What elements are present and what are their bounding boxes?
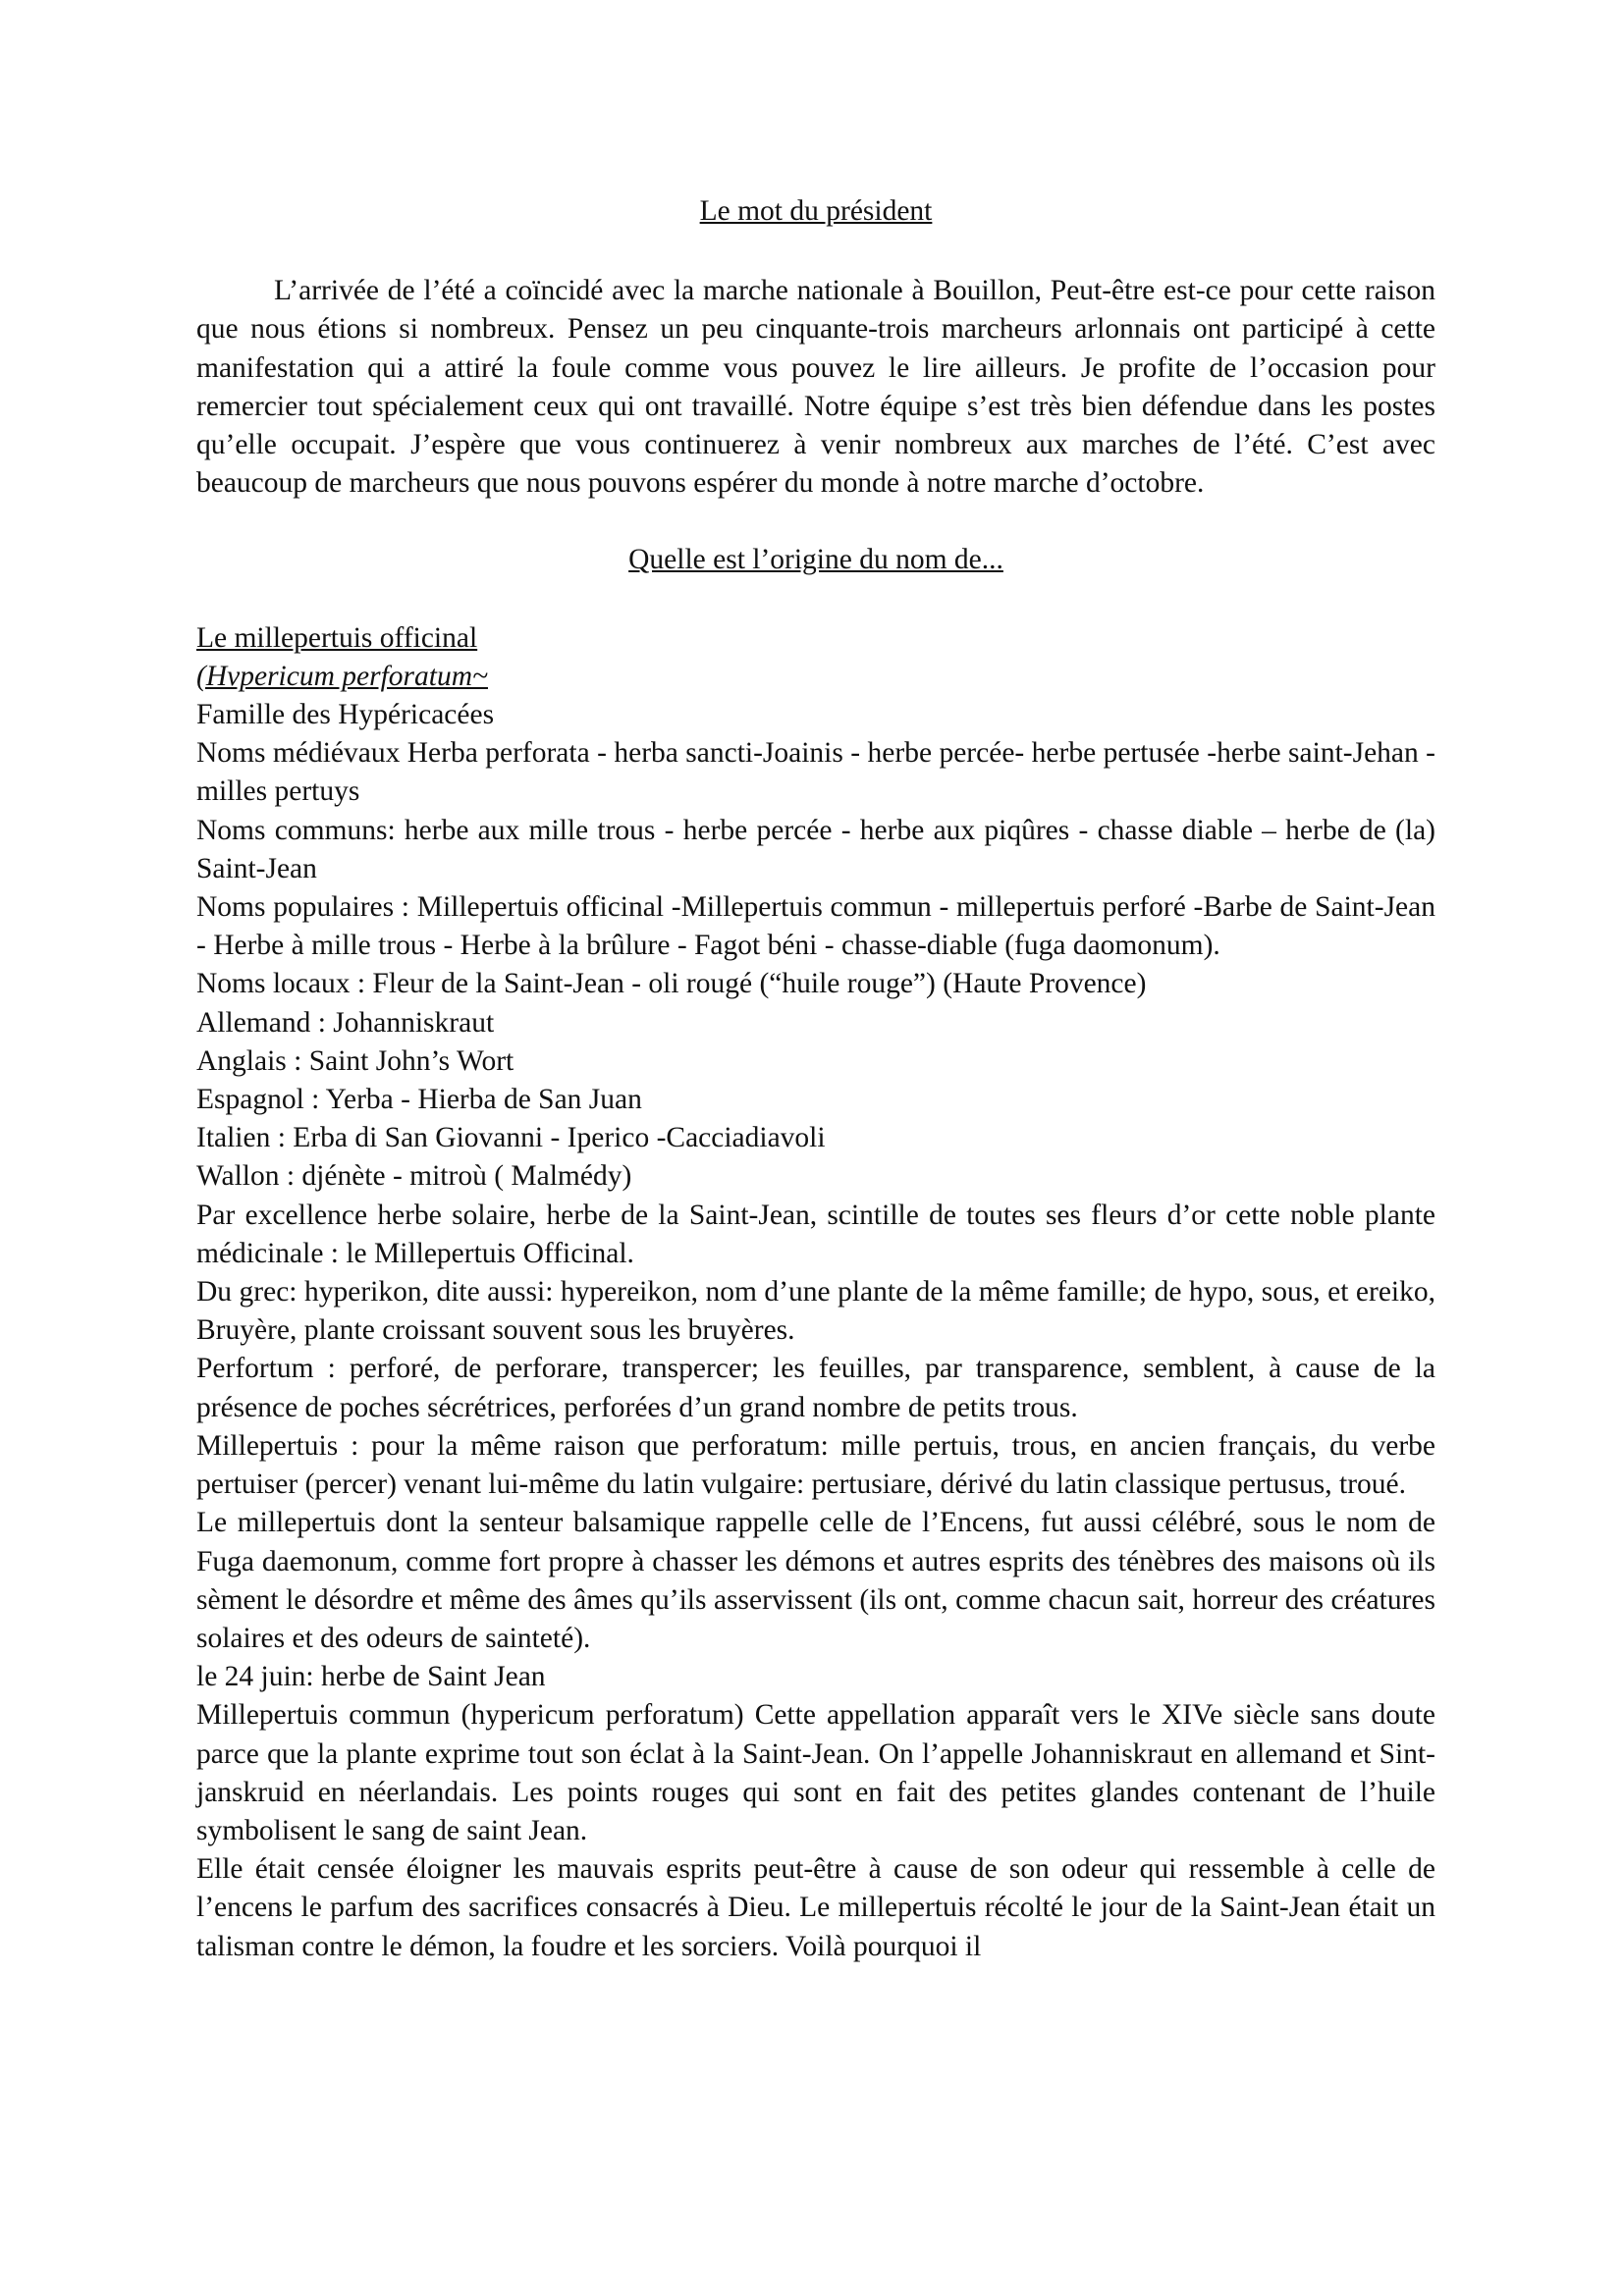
plant-latin-name: (Hvpericum perforatum~ xyxy=(196,660,488,692)
popular-names: Noms populaires : Millepertuis officinal -Millepertuis commun - millepertuis perforé -Barbe de Saint-Jean - Herbe à mille trous - Herbe à la brûlure - Fagot béni - chasse-diable (fuga daomonum). xyxy=(196,891,1435,962)
english-name: Anglais : Saint John’s Wort xyxy=(196,1044,514,1077)
spacer xyxy=(196,503,1435,541)
plant-family: Famille des Hypéricacées xyxy=(196,699,495,731)
president-title: Le mot du président xyxy=(699,195,933,227)
spacer xyxy=(196,231,1435,272)
president-paragraph: L’arrivée de l’été a coïncidé avec la marche nationale à Bouillon, Peut-être est-ce pour cette raison que nous étions si nombreux. Pensez un peu cinquante-trois marcheurs arlonnais ont participé à cette manifestation qui a attiré la foule comme vous pouvez le lire ailleurs. Je profite de l’occasion pour remercier tout spécialement ceux qui ont travaillé. Notre équipe s’est très bien défendue dans les postes qu’elle occupait. J’espère que vous continuerez à venir nombreux aux marches de l’été. C’est avec beaucoup de marcheurs que nous pouvons espérer du monde à notre marche d’octobre. xyxy=(196,275,1435,500)
document-page xyxy=(196,192,1435,1966)
german-name: Allemand : Johanniskraut xyxy=(196,1006,495,1039)
walloon-name: Wallon : djénète - mitroù ( Malmédy) xyxy=(196,1160,632,1193)
esprits-paragraph: Elle était censée éloigner les mauvais esprits peut-être à cause de son odeur qui ressemble à celle de l’encens le parfum des sacrifices consacrés à Dieu. Le millepertuis récolté le jour de la Saint-Jean était un talisman contre le démon, la foudre et les sorciers. Voilà pourquoi il xyxy=(196,1853,1435,1962)
spanish-name: Espagnol : Yerba - Hierba de San Juan xyxy=(196,1084,642,1116)
encens-paragraph: Le millepertuis dont la senteur balsamique rappelle celle de l’Encens, fut aussi célébré, sous le nom de Fuga daemonum, comme fort propre à chasser les démons et autres esprits des ténèbres des maisons où ils sèment le désordre et même des âmes qu’ils asservissent (ils ont, comme chacun sait, horreur des créatures solaires et des odeurs de sainteté). xyxy=(196,1507,1435,1654)
plant-name: Le millepertuis officinal xyxy=(196,621,478,654)
medieval-names: Noms médiévaux Herba perforata - herba sancti-Joainis - herbe percée- herbe pertusée -herbe saint-Jehan - milles pertuys xyxy=(196,737,1435,808)
solar-paragraph: Par excellence herbe solaire, herbe de la Saint-Jean, scintille de toutes ses fleurs d’or cette noble plante médicinale : le Millepertuis Officinal. xyxy=(196,1199,1435,1269)
millepertuis-paragraph: Millepertuis : pour la même raison que perforatum: mille pertuis, trous, en ancien français, du verbe pertuiser (percer) venant lui-même du latin vulgaire: pertusiare, dérivé du latin classique pertusus, troué. xyxy=(196,1429,1435,1501)
june-heading: le 24 juin: herbe de Saint Jean xyxy=(196,1661,546,1693)
spacer xyxy=(196,580,1435,619)
commun-paragraph: Millepertuis commun (hypericum perforatum) Cette appellation apparaît vers le XIVe siècle sans doute parce que la plante exprime tout son éclat à la Saint-Jean. On l’appelle Johanniskraut en allemand et Sint-janskruid en néerlandais. Les points rouges qui sont en fait des petites glandes contenant de l’huile symbolisent le sang de saint Jean. xyxy=(196,1699,1435,1846)
perfortum-paragraph: Perfortum : perforé, de perforare, transpercer; les feuilles, par transparence, semblent, à cause de la présence de poches sécrétrices, perforées d’un grand nombre de petits trous. xyxy=(196,1353,1435,1423)
common-names: Noms communs: herbe aux mille trous - herbe percée - herbe aux piqûres - chasse diable – herbe de (la) Saint-Jean xyxy=(196,814,1435,884)
local-names: Noms locaux : Fleur de la Saint-Jean - oli rougé (“huile rouge”) (Haute Provence) xyxy=(196,968,1147,1000)
greek-paragraph: Du grec: hyperikon, dite aussi: hypereikon, nom d’une plante de la même famille; de hypo, sous, et ereiko, Bruyère, plante croissant souvent sous les bruyères. xyxy=(196,1276,1435,1347)
origin-title: Quelle est l’origine du nom de... xyxy=(628,544,1003,576)
italian-name: Italien : Erba di San Giovanni - Iperico -Cacciadiavoli xyxy=(196,1122,826,1154)
